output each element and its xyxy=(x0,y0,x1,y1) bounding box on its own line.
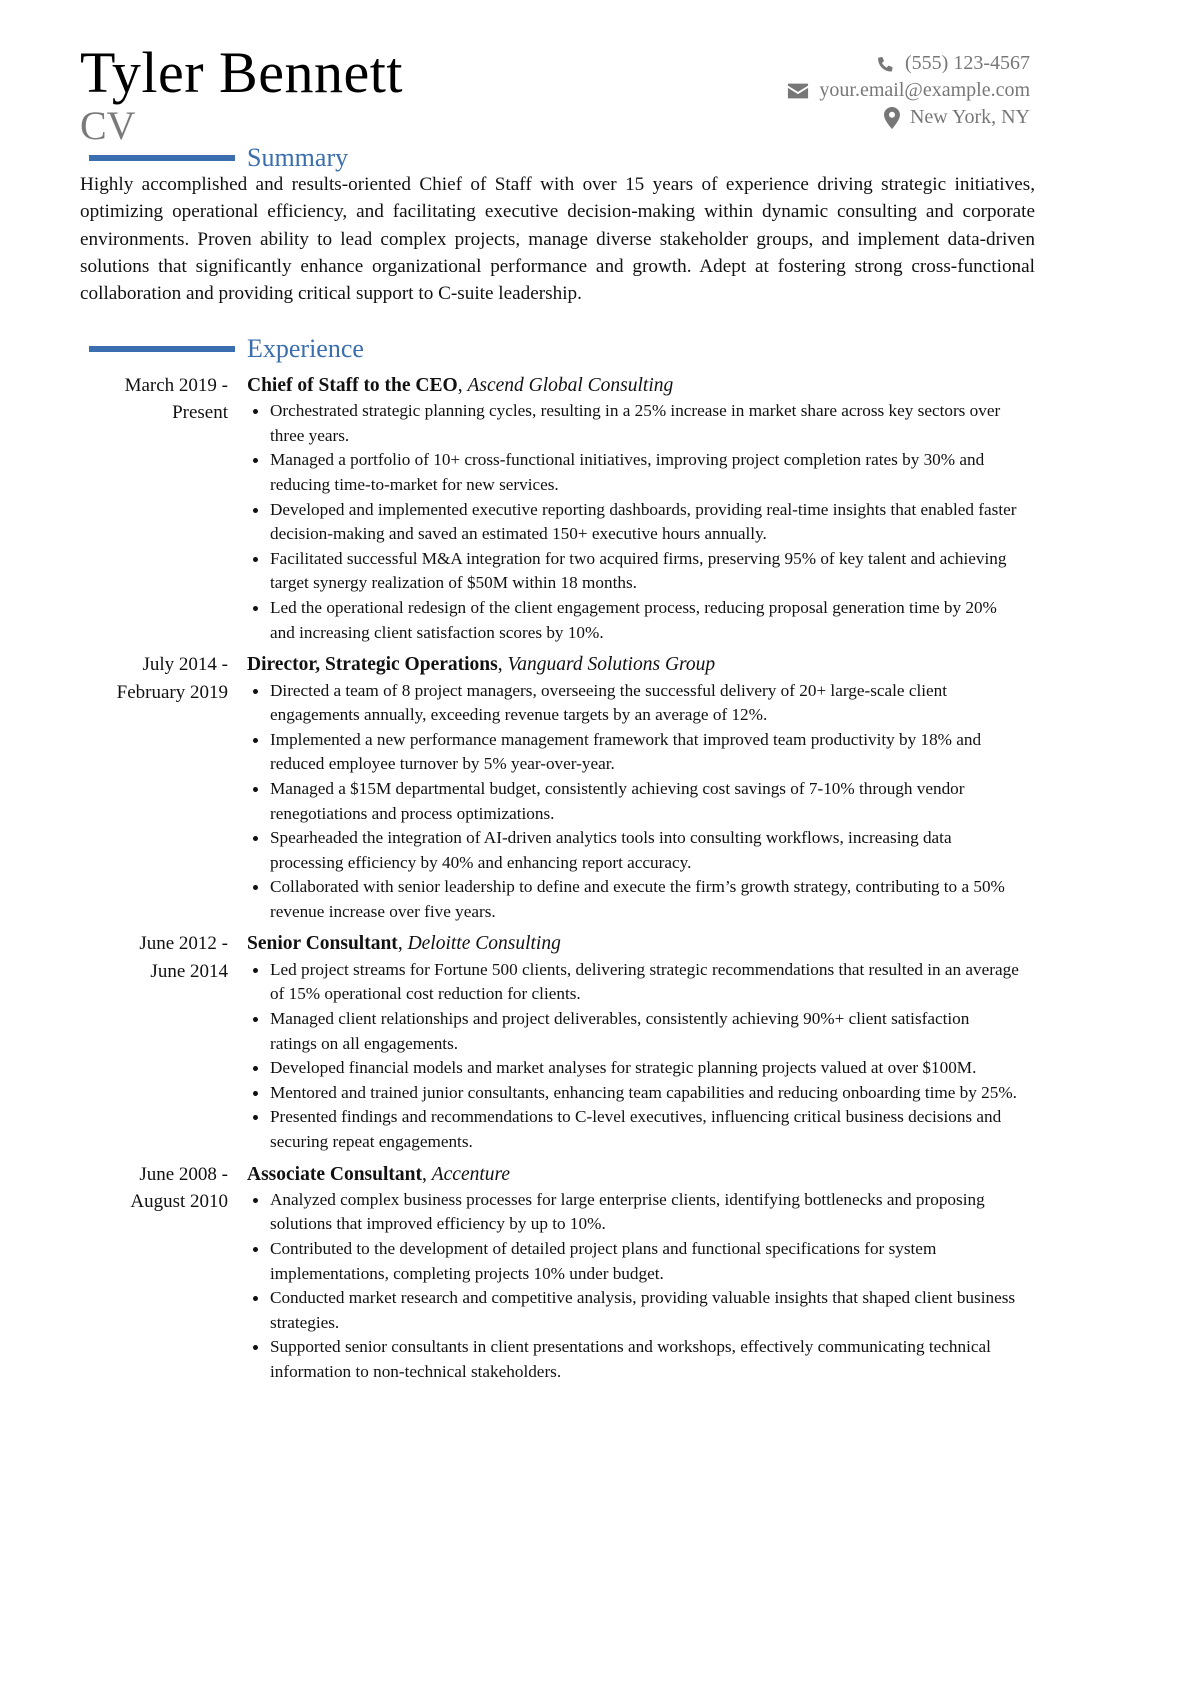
job-dates xyxy=(80,930,247,1154)
job-title-line xyxy=(247,1161,1030,1188)
job-date-start: June 2012 - xyxy=(139,933,228,955)
map-marker-icon xyxy=(884,107,900,129)
experience-heading xyxy=(80,334,1030,364)
section-title-experience: Experience xyxy=(247,334,364,363)
job-separator: , xyxy=(397,933,408,955)
job-body xyxy=(247,930,1030,1154)
contact-phone xyxy=(787,50,1030,77)
job-bullet: Developed and implemented executive reporting dashboards, providing real-time insights that enabled faster decision-making and saved an estimated 150+ executive hours annually. xyxy=(247,498,1030,547)
job-title-line xyxy=(247,651,1030,678)
contact-block xyxy=(787,50,1030,131)
job-separator: , xyxy=(457,375,468,396)
job-entry xyxy=(80,372,1030,645)
job-entry xyxy=(80,930,1030,1154)
job-body xyxy=(247,651,1030,924)
job-bullet: Supported senior consultants in client presentations and workshops, effectively communicating technical information to non-technical stakeholders. xyxy=(247,1335,1030,1384)
section-rule xyxy=(89,155,235,161)
job-separator: , xyxy=(497,654,508,676)
experience-list xyxy=(80,372,1030,1391)
job-bullets xyxy=(247,399,1030,645)
job-entry xyxy=(80,1161,1030,1385)
job-bullet: Conducted market research and competitive analysis, providing valuable insights that shaped client business strategies. xyxy=(247,1286,1030,1335)
job-bullets xyxy=(247,679,1030,925)
job-company: Ascend Global Consulting xyxy=(467,375,674,396)
job-bullet: Implemented a new performance management framework that improved team productivity by 18% and reduced employee turnover by 5% year-over-year. xyxy=(247,728,1030,777)
job-bullet: Orchestrated strategic planning cycles, resulting in a 25% increase in market share across key sectors over three years. xyxy=(247,399,1030,448)
candidate-name: Tyler Bennett xyxy=(80,40,403,105)
section-rule xyxy=(89,346,235,352)
job-bullets xyxy=(247,1188,1030,1385)
job-title-line xyxy=(247,930,1030,957)
job-date-end: Present xyxy=(172,402,228,424)
phone-icon xyxy=(875,54,895,74)
location-text: New York, NY xyxy=(909,106,1030,128)
job-bullet: Managed client relationships and project deliverables, consistently achieving 90%+ client satisfaction ratings on all engagements. xyxy=(247,1007,1030,1056)
job-body xyxy=(247,1161,1030,1385)
job-date-start: July 2014 - xyxy=(142,654,228,676)
job-bullet: Managed a $15M departmental budget, consistently achieving cost savings of 7-10% through vendor renegotiations and process optimizations. xyxy=(247,777,1030,826)
summary-text: Highly accomplished and results-oriented Chief of Staff with over 15 years of experience driving strategic initiatives, optimizing operational efficiency, and facilitating executive decision-making within dynamic consulting and corporate environments. Proven ability to lead complex projects, manage diverse stakeholder groups, and implement data-driven solutions that significantly enhance organizational performance and growth. Adept at fostering strong cross-functional collaboration and providing critical support to C-suite leadership. xyxy=(80,174,1035,305)
job-bullet: Collaborated with senior leadership to define and execute the firm’s growth strategy, contributing to a 50% revenue increase over five years. xyxy=(247,875,1030,924)
job-bullet: Led the operational redesign of the client engagement process, reducing proposal generation time by 20% and increasing client satisfaction scores by 10%. xyxy=(247,596,1030,645)
job-bullet: Managed a portfolio of 10+ cross-functional initiatives, improving project completion rates by 30% and reducing time-to-market for new services. xyxy=(247,448,1030,497)
job-dates xyxy=(80,1161,247,1385)
job-bullet: Led project streams for Fortune 500 clients, delivering strategic recommendations that resulted in an average of 15% operational cost reduction for clients. xyxy=(247,958,1030,1007)
section-title-summary: Summary xyxy=(247,143,349,172)
job-entry xyxy=(80,651,1030,924)
job-company: Accenture xyxy=(431,1163,511,1185)
job-date-end: February 2019 xyxy=(116,681,228,703)
job-date-start: March 2019 - xyxy=(124,375,228,396)
job-company: Deloitte Consulting xyxy=(407,933,561,955)
job-bullet: Mentored and trained junior consultants, enhancing team capabilities and reducing onboarding time by 25%. xyxy=(247,1081,1030,1106)
job-dates xyxy=(80,651,247,924)
summary-heading xyxy=(80,143,1030,173)
job-dates xyxy=(80,372,247,645)
job-company: Vanguard Solutions Group xyxy=(507,654,716,676)
phone-number[interactable]: (555) 123-4567 xyxy=(905,52,1030,74)
job-date-start: June 2008 - xyxy=(139,1163,228,1185)
job-separator: , xyxy=(421,1163,432,1185)
job-bullets xyxy=(247,958,1030,1155)
job-bullet: Presented findings and recommendations to C-level executives, influencing critical business decisions and securing repeat engagements. xyxy=(247,1105,1030,1154)
job-bullet: Facilitated successful M&A integration for two acquired firms, preserving 95% of key talent and achieving target synergy realization of $50M within 18 months. xyxy=(247,547,1030,596)
contact-email xyxy=(787,77,1030,104)
job-title-line xyxy=(247,372,1030,399)
job-bullet: Analyzed complex business processes for large enterprise clients, identifying bottlenecks and proposing solutions that improved efficiency by up to 10%. xyxy=(247,1188,1030,1237)
job-body xyxy=(247,372,1030,645)
job-bullet: Spearheaded the integration of AI-driven analytics tools into consulting workflows, increasing data processing efficiency by 40% and enhancing report accuracy. xyxy=(247,826,1030,875)
job-role: Director, Strategic Operations xyxy=(247,654,498,676)
email-address[interactable]: your.email@example.com xyxy=(819,79,1030,101)
job-role: Chief of Staff to the CEO xyxy=(247,375,458,396)
job-bullet: Developed financial models and market analyses for strategic planning projects valued at over $100M. xyxy=(247,1056,1030,1081)
job-role: Senior Consultant xyxy=(247,933,398,955)
job-date-end: August 2010 xyxy=(130,1190,228,1212)
job-bullet: Directed a team of 8 project managers, overseeing the successful delivery of 20+ large-scale client engagements annually, exceeding revenue targets by an average of 12%. xyxy=(247,679,1030,728)
job-role: Associate Consultant xyxy=(247,1163,422,1185)
contact-location xyxy=(787,104,1030,131)
document-subtitle: CV xyxy=(80,103,136,148)
envelope-icon xyxy=(787,82,809,100)
job-date-end: June 2014 xyxy=(150,960,228,982)
job-bullet: Contributed to the development of detailed project plans and functional specifications for system implementations, completing projects 10% under budget. xyxy=(247,1237,1030,1286)
